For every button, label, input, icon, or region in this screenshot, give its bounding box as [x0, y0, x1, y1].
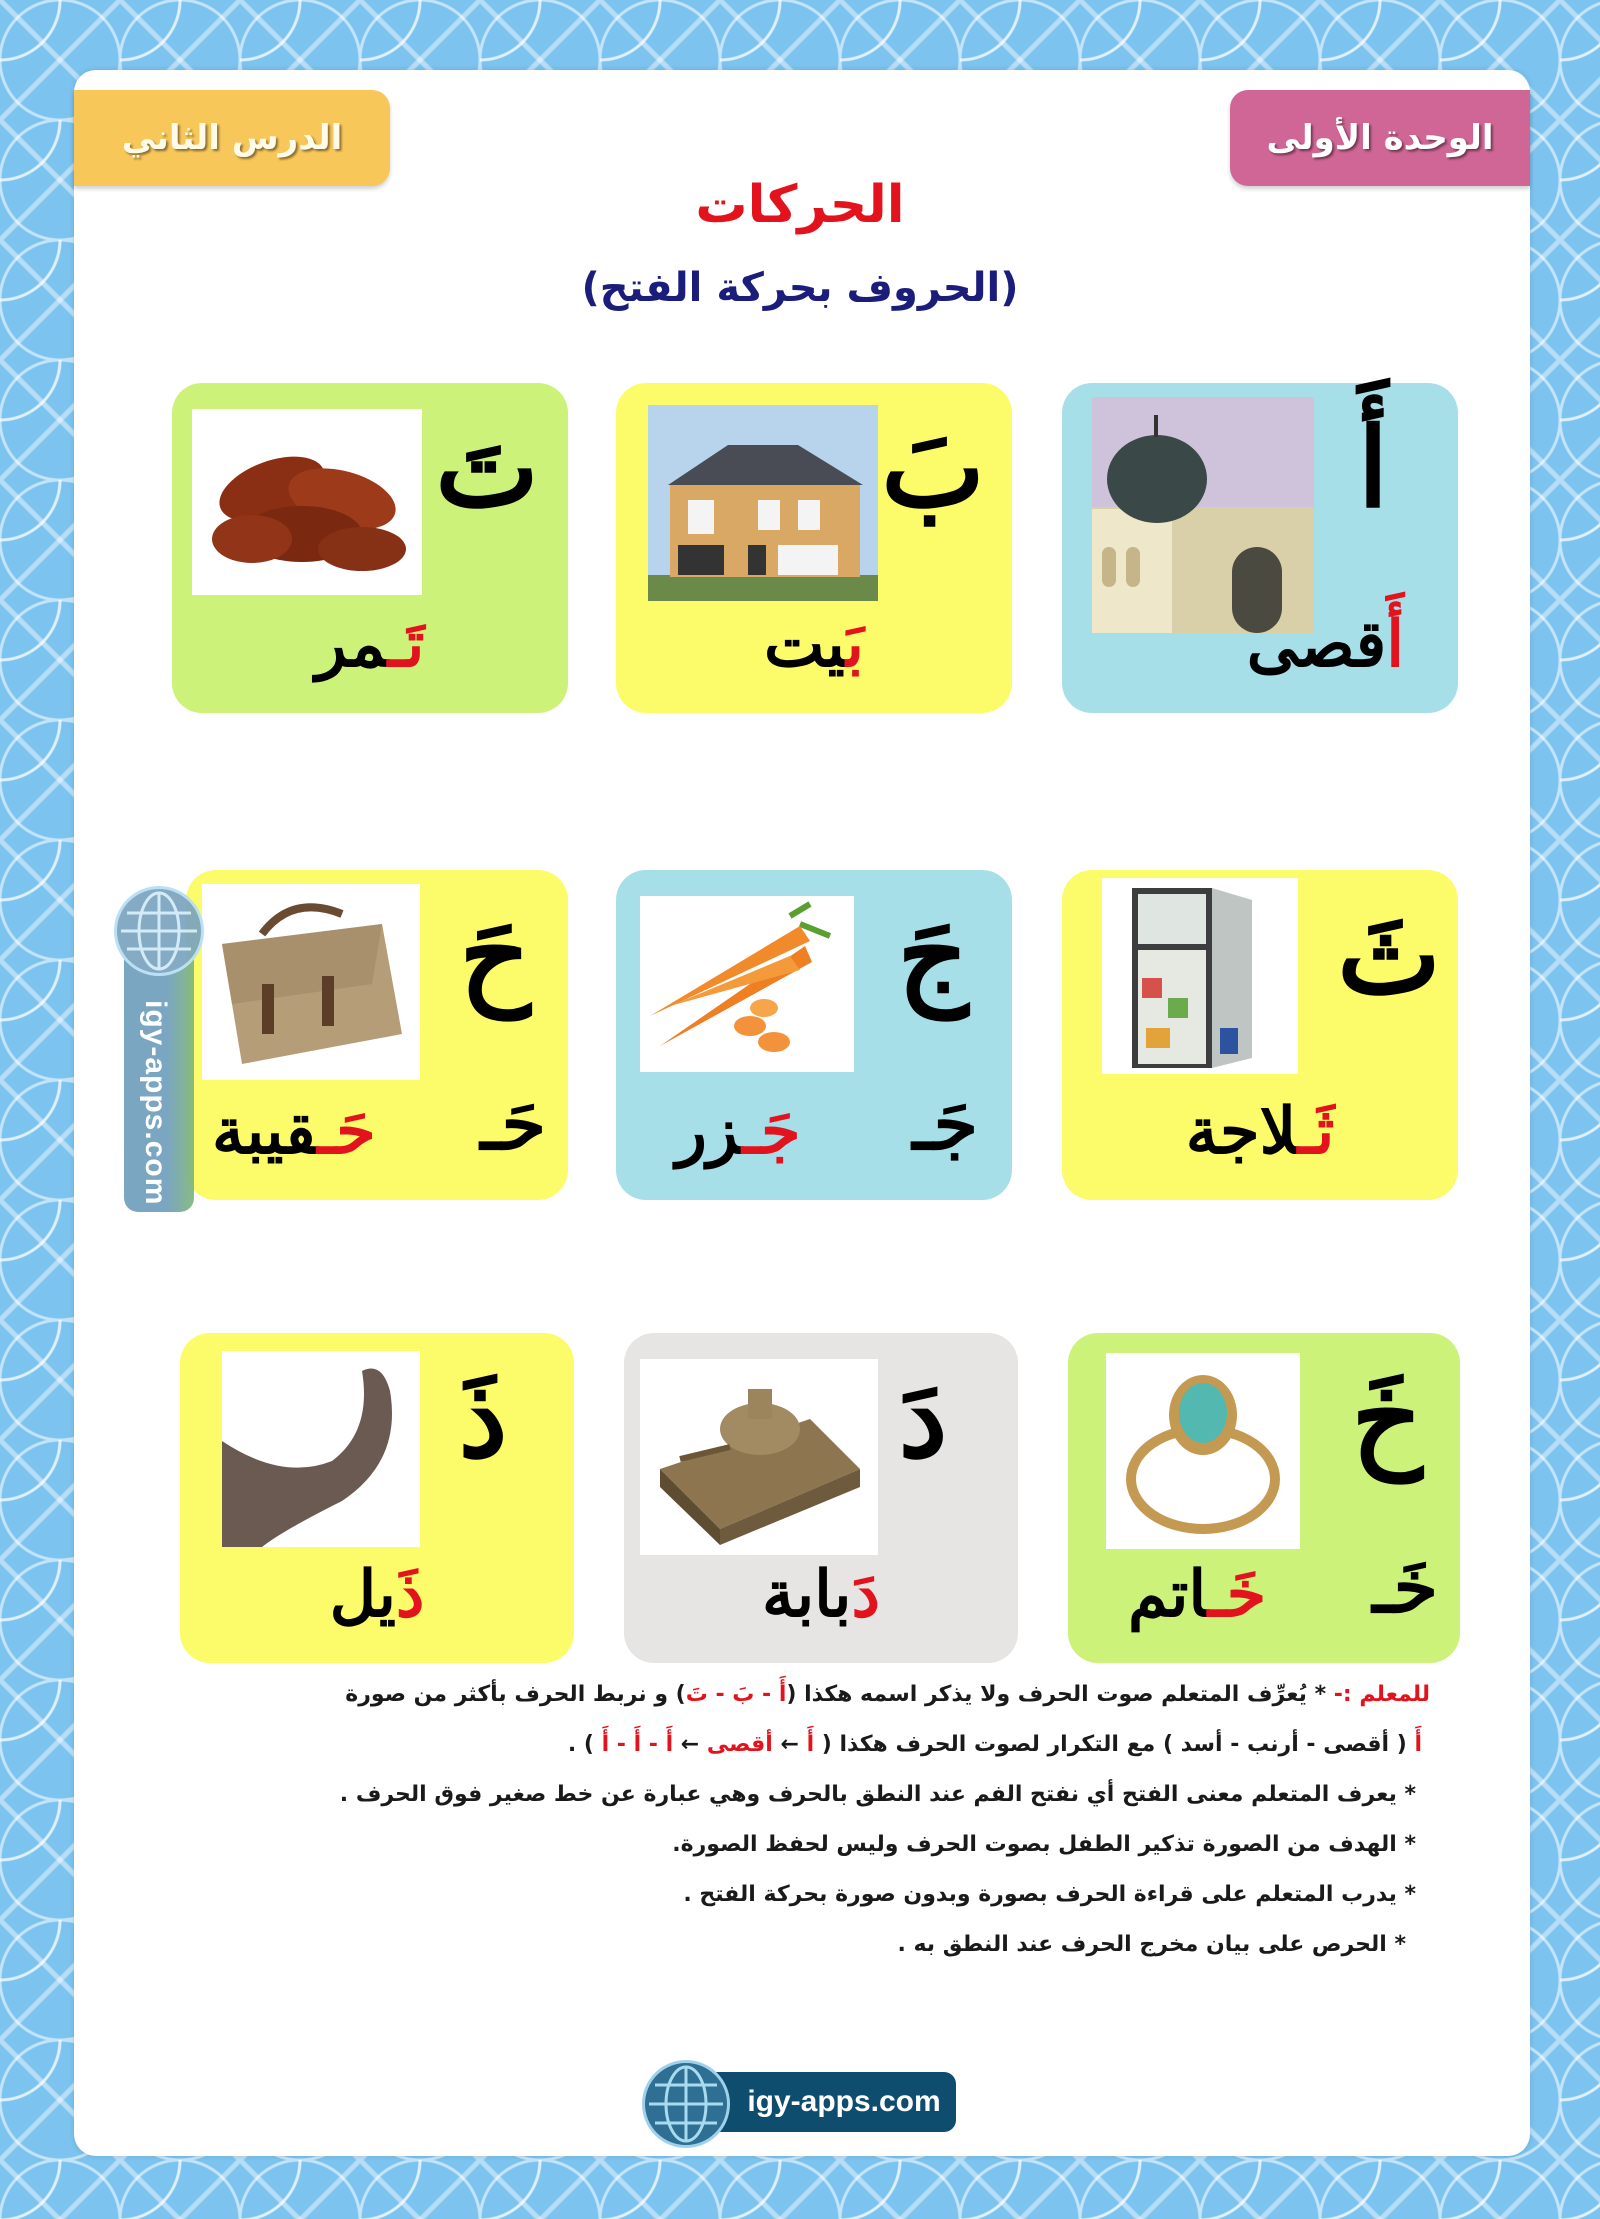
card-letter: دَ — [898, 1353, 948, 1482]
letter-card-ha — [186, 870, 568, 1200]
card-letter: جَ — [897, 890, 969, 1019]
al-aqsa-mosque-image — [1092, 397, 1314, 633]
note-line-4: * الهدف من الصورة تذكير الطفل بصوت الحرف وليس لحفظ الصورة. — [672, 1832, 1416, 1857]
letter-card-ta — [172, 383, 568, 713]
card-word: بَيت — [764, 607, 864, 682]
site-logo — [642, 2060, 957, 2140]
note-line-5: * يدرب المتعلم على قراءة الحرف بصورة وبدون صورة بحركة الفتح . — [683, 1882, 1416, 1907]
side-watermark — [124, 892, 194, 1212]
carrots-image — [640, 896, 854, 1072]
letter-card-dal — [624, 1333, 1018, 1663]
side-watermark-text: igy-apps.com — [139, 1000, 172, 1206]
arrow-icon: ← — [680, 1732, 700, 1757]
bag-image — [202, 884, 420, 1080]
arrow-icon: ← — [780, 1732, 799, 1757]
card-letter: حَ — [459, 890, 531, 1019]
page-subtitle: (الحروف بحركة الفتح) — [581, 265, 1019, 311]
card-letter-medial: جَـ — [912, 1081, 978, 1166]
note-line-1: للمعلم :- * يُعرِّف المتعلم صوت الحرف ولا يذكر اسمه هكذا (أَ - بَ - تَ) و نربط الحرف بأكثر من صورة — [345, 1682, 1430, 1707]
lesson-badge: الدرس الثاني — [74, 90, 390, 186]
card-word: تَـمر — [315, 607, 425, 682]
letter-card-thal — [180, 1333, 574, 1663]
card-word: أَقصى — [1246, 607, 1404, 682]
teacher-notes-label: للمعلم :- — [1333, 1682, 1430, 1707]
tank-image — [640, 1359, 878, 1555]
card-word: ذَيل — [329, 1557, 425, 1632]
card-letter: ذَ — [458, 1353, 508, 1482]
letter-card-kha — [1068, 1333, 1460, 1663]
dates-image — [192, 409, 422, 595]
letter-card-tha — [1062, 870, 1458, 1200]
card-letter-medial: حَـ — [480, 1081, 546, 1166]
unit-badge: الوحدة الأولى — [1230, 90, 1530, 186]
note-line-6: * الحرص على بيان مخرج الحرف عند النطق به . — [897, 1932, 1406, 1957]
card-word: دَبابة — [762, 1557, 880, 1632]
card-word: جَـزر — [676, 1094, 801, 1169]
card-word: ثَـلاجة — [1185, 1094, 1335, 1169]
tail-image — [222, 1351, 420, 1547]
note-line-3: * يعرف المتعلم معنى الفتح أي نفتح الفم عند النطق بالحرف وهي عبارة عن خط صغير فوق الحرف . — [339, 1782, 1416, 1807]
teacher-notes — [170, 1670, 1430, 1970]
card-word: حَـقيبة — [212, 1094, 376, 1169]
letter-card-alef — [1062, 383, 1458, 713]
globe-icon — [114, 886, 204, 976]
card-letter-medial: خَـ — [1372, 1544, 1438, 1629]
card-word: خَـاتم — [1128, 1557, 1267, 1632]
card-letter: ثَ — [1337, 890, 1441, 1019]
card-letter: خَ — [1351, 1353, 1423, 1482]
card-letter: أَ — [1357, 403, 1389, 532]
card-letter: تَ — [435, 403, 539, 532]
ring-image — [1106, 1353, 1300, 1549]
note-line-2: أَ ( أقصى - أرنب - أسد ) مع التكرار لصوت الحرف هكذا ( أَ ← أقصى ← أَ - أَ - أَ ) . — [567, 1732, 1422, 1757]
site-logo-text: igy-apps.com — [702, 2072, 956, 2132]
letter-card-ba — [616, 383, 1012, 713]
refrigerator-image — [1102, 878, 1298, 1074]
page-title: الحركات — [695, 175, 905, 235]
letter-card-jeem — [616, 870, 1012, 1200]
globe-icon — [642, 2060, 730, 2148]
house-image — [648, 405, 878, 601]
card-letter: بَ — [881, 403, 985, 532]
